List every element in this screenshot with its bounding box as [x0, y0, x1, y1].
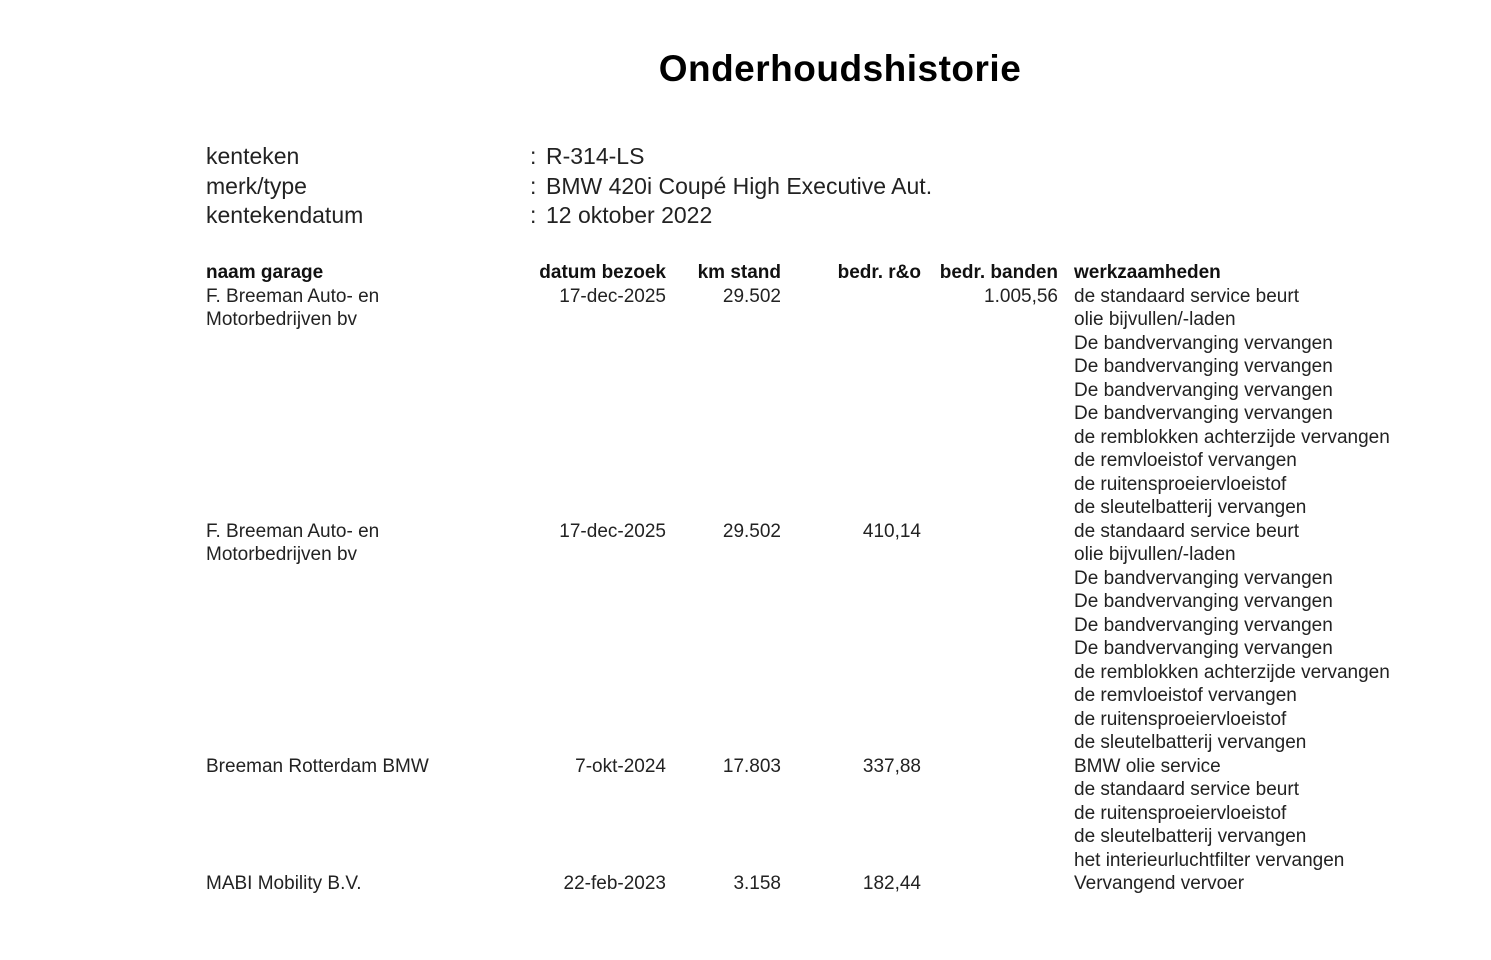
task-item: de remvloeistof vervangen: [1074, 450, 1297, 471]
cell-werkzaamheden: [1074, 755, 1436, 873]
task-item: De bandvervanging vervangen: [1074, 638, 1333, 659]
task-item: de ruitensproeiervloeistof: [1074, 473, 1287, 495]
cell-garage: F. Breeman Auto- en Motorbedrijven bv: [206, 285, 380, 330]
cell-banden: 1.005,56: [984, 285, 1058, 307]
task-item: De bandvervanging vervangen: [1074, 356, 1333, 377]
cell-garage: F. Breeman Auto- en Motorbedrijven bv: [206, 520, 380, 565]
task-item: olie bijvullen/-laden: [1074, 544, 1236, 565]
info-value-kentekendatum: 12 oktober 2022: [546, 202, 713, 228]
info-colon: :: [530, 202, 537, 228]
cell-werkzaamheden: [1074, 872, 1436, 896]
cell-km: 29.502: [722, 520, 781, 542]
task-item: de ruitensproeiervloeistof: [1074, 708, 1287, 730]
info-label: kentekendatum: [206, 202, 364, 228]
page-title: Onderhoudshistorie: [658, 48, 1022, 89]
task-item: de sleutelbatterij vervangen: [1074, 497, 1307, 518]
header-ro: bedr. r&o: [837, 262, 921, 283]
cell-werkzaamheden: [1074, 285, 1436, 520]
cell-datum: 17-dec-2025: [559, 520, 666, 542]
cell-garage: Breeman Rotterdam BMW: [206, 755, 429, 777]
task-item: De bandvervanging vervangen: [1074, 567, 1333, 589]
task-item: de standaard service beurt: [1074, 285, 1299, 307]
task-item: de standaard service beurt: [1074, 779, 1299, 800]
info-label: merk/type: [206, 173, 307, 199]
info-colon: :: [530, 173, 537, 199]
task-item: De bandvervanging vervangen: [1074, 614, 1333, 636]
task-item: de sleutelbatterij vervangen: [1074, 732, 1307, 753]
info-colon: :: [530, 143, 537, 169]
table-header: [206, 261, 1436, 285]
table-row: [206, 755, 1436, 873]
task-item: het interieurluchtfilter vervangen: [1074, 849, 1345, 871]
cell-km: 17.803: [722, 755, 781, 777]
cell-datum: 7-okt-2024: [575, 755, 666, 777]
task-item: De bandvervanging vervangen: [1074, 332, 1333, 354]
cell-werkzaamheden: [1074, 520, 1436, 755]
cell-ro: 182,44: [862, 873, 921, 894]
task-item: De bandvervanging vervangen: [1074, 403, 1333, 424]
task-item: De bandvervanging vervangen: [1074, 379, 1333, 401]
task-item: de remvloeistof vervangen: [1074, 685, 1297, 706]
cell-km: 29.502: [722, 285, 781, 307]
task-item: BMW olie service: [1074, 755, 1221, 777]
task-item: Vervangend vervoer: [1074, 873, 1245, 894]
header-werk: werkzaamheden: [1074, 262, 1221, 283]
task-item: de remblokken achterzijde vervangen: [1074, 661, 1390, 683]
info-value-kenteken: R-314-LS: [546, 143, 645, 169]
header-datum: datum bezoek: [539, 262, 666, 283]
task-item: de standaard service beurt: [1074, 520, 1299, 542]
cell-km: 3.158: [733, 873, 781, 894]
task-item: de remblokken achterzijde vervangen: [1074, 426, 1390, 448]
table-row: [206, 520, 1436, 755]
info-label: kenteken: [206, 143, 300, 169]
task-item: olie bijvullen/-laden: [1074, 309, 1236, 330]
task-item: de sleutelbatterij vervangen: [1074, 826, 1307, 847]
header-km: km stand: [697, 262, 781, 283]
maintenance-table: [206, 261, 1436, 896]
cell-ro: 410,14: [862, 520, 921, 542]
table-row: [206, 285, 1436, 520]
cell-datum: 22-feb-2023: [563, 873, 666, 894]
cell-garage: MABI Mobility B.V.: [206, 873, 362, 894]
cell-datum: 17-dec-2025: [559, 285, 666, 307]
table-row: [206, 872, 1436, 896]
task-item: de ruitensproeiervloeistof: [1074, 802, 1287, 824]
header-garage: naam garage: [206, 262, 324, 283]
task-item: De bandvervanging vervangen: [1074, 591, 1333, 612]
info-value-merk-type: BMW 420i Coupé High Executive Aut.: [546, 173, 933, 199]
header-banden: bedr. banden: [939, 262, 1058, 283]
cell-ro: 337,88: [862, 755, 921, 777]
